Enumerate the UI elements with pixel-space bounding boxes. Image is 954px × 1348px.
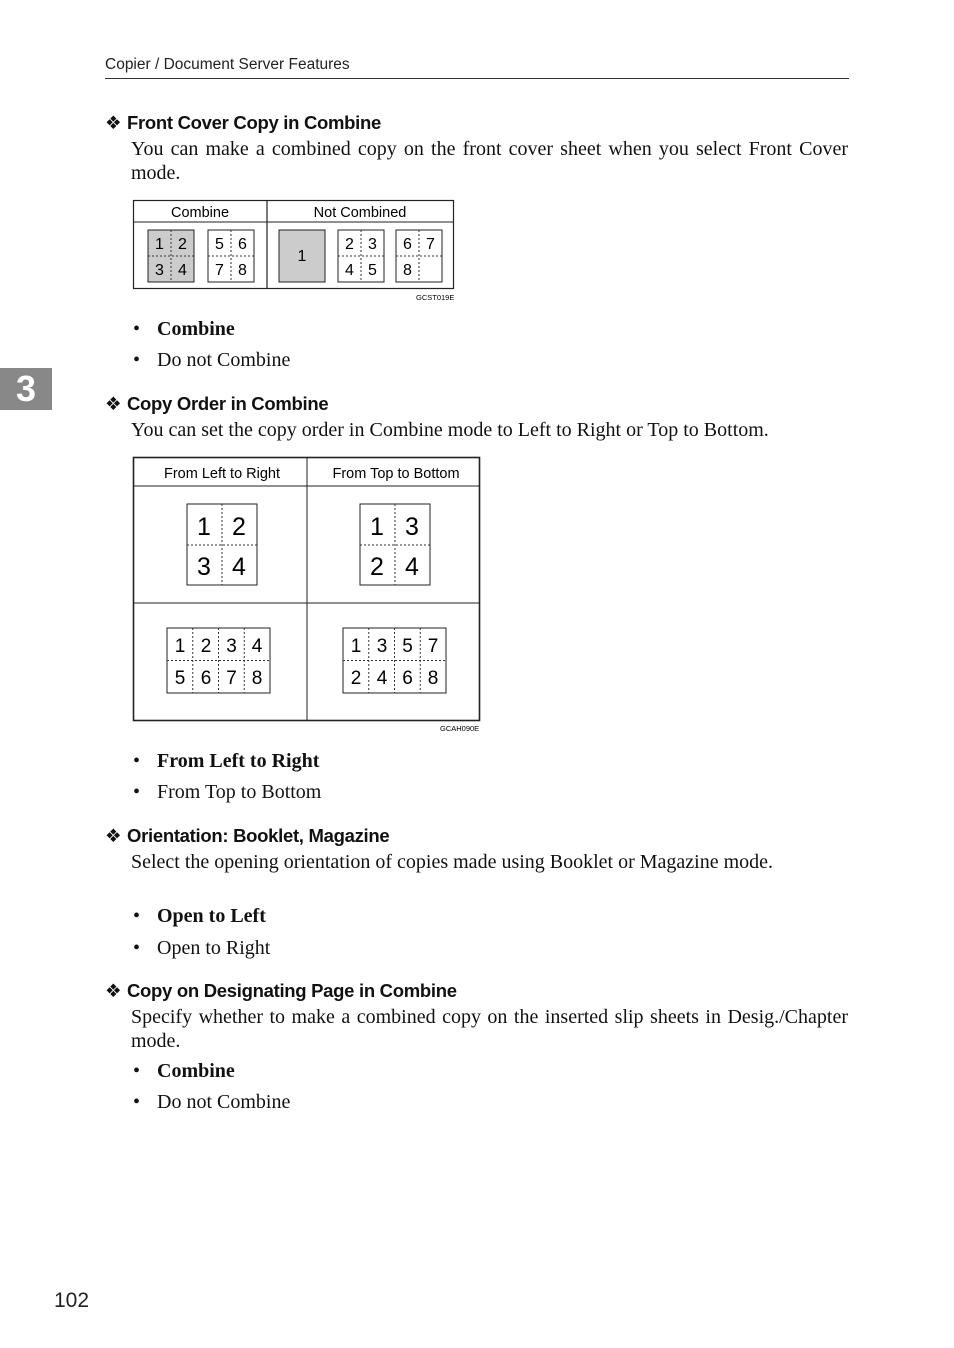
diamond-bullet-icon: ❖ [105,112,122,133]
option-label: Do not Combine [157,349,291,371]
page-number-mark: 6 [402,668,413,689]
bullet-icon: • [133,1060,141,1082]
section-heading [105,980,457,1002]
figure-code: GCST019E [416,293,455,302]
list-item [133,318,235,341]
section-title: Front Cover Copy in Combine [127,112,381,133]
figure-column-label: Combine [170,205,230,221]
option-label: Do not Combine [157,1091,291,1113]
section-title: Copy Order in Combine [127,393,329,414]
page-number-mark: 2 [178,236,187,253]
page-number-mark: 3 [405,513,419,541]
section-text: You can make a combined copy on the front cover sheet when you select Front Cover mode. [131,138,848,184]
page-number-mark: 5 [402,636,413,657]
bullet-icon: • [133,1091,141,1113]
option-default: From Left to Right [157,750,320,772]
page-number-mark: 3 [376,636,388,657]
section-heading [105,112,381,134]
page-number-mark: 3 [155,262,164,279]
front-cover-figure [132,199,456,303]
section-text: Specify whether to make a combined copy on the inserted slip sheets in Desig./Chapter mode. [131,1006,848,1052]
page-number: 102 [54,1289,90,1312]
list-item [133,937,270,960]
page-number-mark: 8 [238,262,247,279]
bullet-icon: • [133,349,141,371]
header-rule [105,78,849,79]
option-default: Combine [157,1060,235,1082]
page-number-mark: 4 [178,262,187,279]
list-item [133,1060,235,1083]
page-number-mark: 1 [297,248,307,265]
section-title: Copy on Designating Page in Combine [127,980,457,1001]
page-number-mark: 2 [345,236,354,253]
figure-column-label: From Left to Right [163,466,281,482]
page-number-mark: 2 [370,553,384,581]
page-number-mark: 6 [200,668,212,689]
list-item [133,1091,290,1114]
page-number-mark: 3 [197,553,211,581]
page-number-mark: 4 [232,553,246,581]
page-number-mark: 4 [251,636,263,657]
option-default: Combine [157,318,235,340]
section-text: You can set the copy order in Combine mode to Left to Right or Top to Bottom. [131,419,769,441]
option-label: From Top to Bottom [157,781,322,803]
page-number-mark: 3 [368,236,377,253]
section-heading [105,393,328,415]
page-number-mark: 5 [368,262,377,279]
diamond-bullet-icon: ❖ [105,980,122,1001]
page-number-mark: 7 [215,262,224,279]
copy-order-figure [132,456,484,736]
page-number-mark: 2 [232,513,246,541]
page-number-mark: 6 [238,236,247,253]
list-item [133,349,290,372]
page-number-mark: 1 [155,236,164,253]
page-number-mark: 4 [405,553,419,581]
page-number-mark: 8 [403,262,412,279]
page-number-mark: 1 [174,636,186,657]
diamond-bullet-icon: ❖ [105,825,122,846]
figure-column-label: Not Combined [313,205,407,221]
section-text: Select the opening orientation of copies made using Booklet or Magazine mode. [131,851,774,873]
bullet-icon: • [133,937,141,959]
bullet-icon: • [133,781,141,803]
option-label: Open to Right [157,937,271,959]
page-number-mark: 2 [200,636,212,657]
list-item [133,750,319,773]
section-title: Orientation: Booklet, Magazine [127,825,390,846]
diamond-bullet-icon: ❖ [105,393,122,414]
figure-code: GCAH090E [440,724,480,733]
page-number-mark: 7 [426,236,435,253]
bullet-icon: • [133,905,141,927]
list-item [133,905,266,928]
chapter-tab: 3 [0,368,52,410]
page-number-mark: 3 [226,636,237,657]
page-number-mark: 5 [174,668,186,689]
page-number-mark: 1 [370,513,384,541]
running-header: Copier / Document Server Features [105,56,350,73]
page-number-mark: 8 [427,668,439,689]
page-number-mark: 1 [197,513,211,541]
bullet-icon: • [133,750,141,772]
bullet-icon: • [133,318,141,340]
page-number-mark: 1 [350,636,362,657]
page-number-mark: 6 [403,236,412,253]
option-default: Open to Left [157,905,266,927]
page-number-mark: 5 [215,236,224,253]
page-number-mark: 7 [427,636,439,657]
page-number-mark: 4 [345,262,354,279]
page-number-mark: 7 [226,668,237,689]
figure-column-label: From Top to Bottom [332,466,460,482]
page-number-mark: 2 [350,668,362,689]
list-item [133,781,321,804]
section-heading [105,825,389,847]
page-number-mark: 8 [251,668,263,689]
page-number-mark: 4 [376,668,388,689]
